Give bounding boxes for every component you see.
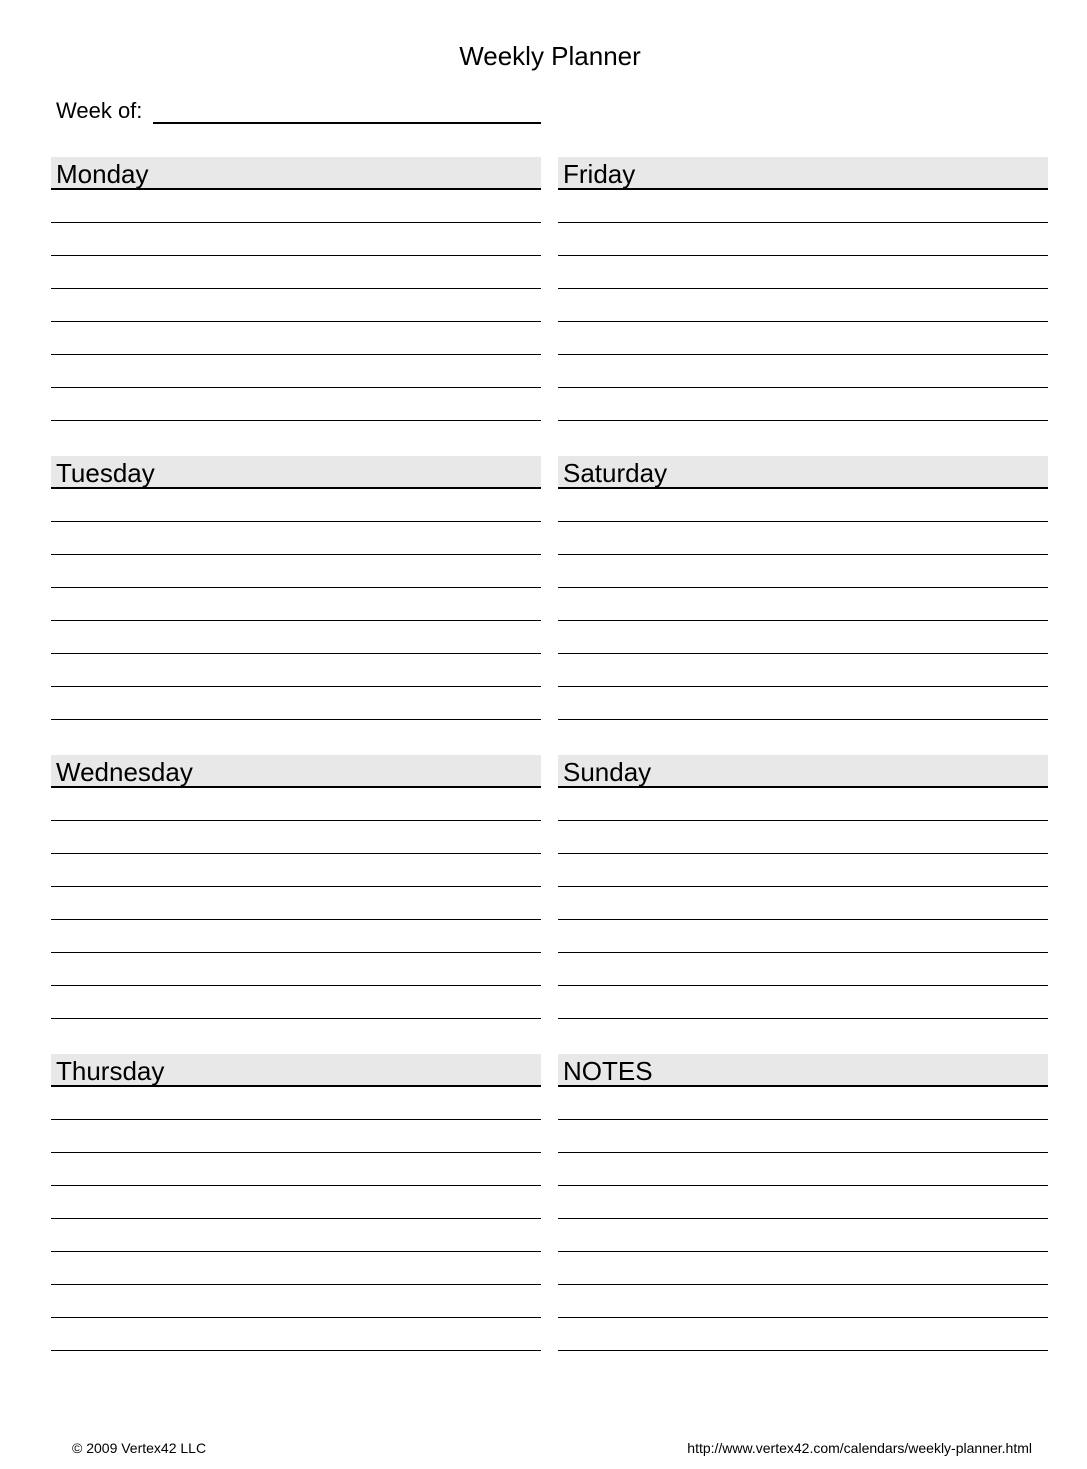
section-tuesday bbox=[51, 456, 541, 720]
footer-copyright: © 2009 Vertex42 LLC bbox=[72, 1440, 207, 1456]
writing-line[interactable] bbox=[51, 223, 541, 256]
writing-line[interactable] bbox=[51, 256, 541, 289]
writing-line[interactable] bbox=[558, 887, 1048, 920]
writing-line[interactable] bbox=[558, 788, 1048, 821]
writing-line[interactable] bbox=[558, 1120, 1048, 1153]
writing-lines bbox=[51, 190, 541, 421]
writing-lines bbox=[51, 1087, 541, 1351]
week-of-label: Week of: bbox=[56, 98, 143, 123]
writing-line[interactable] bbox=[51, 920, 541, 953]
writing-line[interactable] bbox=[51, 1087, 541, 1120]
writing-line[interactable] bbox=[558, 687, 1048, 720]
writing-line[interactable] bbox=[558, 522, 1048, 555]
writing-line[interactable] bbox=[51, 322, 541, 355]
writing-line[interactable] bbox=[51, 522, 541, 555]
writing-line[interactable] bbox=[51, 1285, 541, 1318]
week-of-field[interactable] bbox=[153, 122, 541, 124]
writing-line[interactable] bbox=[558, 654, 1048, 687]
page-title: Weekly Planner bbox=[459, 41, 641, 71]
section-notes bbox=[558, 1054, 1048, 1351]
section-monday bbox=[51, 157, 541, 421]
writing-line[interactable] bbox=[51, 555, 541, 588]
writing-line[interactable] bbox=[558, 256, 1048, 289]
writing-line[interactable] bbox=[558, 1186, 1048, 1219]
writing-line[interactable] bbox=[558, 1087, 1048, 1120]
writing-line[interactable] bbox=[558, 190, 1048, 223]
writing-line[interactable] bbox=[558, 1318, 1048, 1351]
writing-line[interactable] bbox=[558, 289, 1048, 322]
writing-line[interactable] bbox=[558, 953, 1048, 986]
section-header-wednesday: Wednesday bbox=[51, 755, 541, 788]
writing-line[interactable] bbox=[558, 322, 1048, 355]
writing-lines bbox=[558, 489, 1048, 720]
writing-line[interactable] bbox=[51, 621, 541, 654]
writing-line[interactable] bbox=[558, 821, 1048, 854]
writing-lines bbox=[51, 788, 541, 1019]
writing-line[interactable] bbox=[558, 1252, 1048, 1285]
writing-line[interactable] bbox=[51, 1186, 541, 1219]
writing-line[interactable] bbox=[51, 687, 541, 720]
writing-line[interactable] bbox=[51, 654, 541, 687]
writing-line[interactable] bbox=[558, 588, 1048, 621]
writing-line[interactable] bbox=[51, 887, 541, 920]
writing-line[interactable] bbox=[558, 388, 1048, 421]
writing-line[interactable] bbox=[558, 854, 1048, 887]
writing-line[interactable] bbox=[51, 355, 541, 388]
writing-line[interactable] bbox=[51, 1153, 541, 1186]
writing-line[interactable] bbox=[558, 489, 1048, 522]
section-header-friday: Friday bbox=[558, 157, 1048, 190]
writing-line[interactable] bbox=[51, 953, 541, 986]
writing-line[interactable] bbox=[558, 621, 1048, 654]
writing-line[interactable] bbox=[51, 788, 541, 821]
writing-line[interactable] bbox=[558, 355, 1048, 388]
writing-lines bbox=[558, 1087, 1048, 1351]
section-friday bbox=[558, 157, 1048, 421]
writing-line[interactable] bbox=[558, 1153, 1048, 1186]
writing-line[interactable] bbox=[51, 489, 541, 522]
writing-line[interactable] bbox=[558, 555, 1048, 588]
section-thursday bbox=[51, 1054, 541, 1351]
writing-lines bbox=[51, 489, 541, 720]
footer-url: http://www.vertex42.com/calendars/weekly-planner.html bbox=[687, 1440, 1032, 1456]
writing-line[interactable] bbox=[51, 190, 541, 223]
writing-line[interactable] bbox=[51, 986, 541, 1019]
writing-line[interactable] bbox=[51, 588, 541, 621]
writing-line[interactable] bbox=[558, 223, 1048, 256]
writing-line[interactable] bbox=[558, 1285, 1048, 1318]
writing-line[interactable] bbox=[51, 1252, 541, 1285]
writing-line[interactable] bbox=[558, 1219, 1048, 1252]
section-header-tuesday: Tuesday bbox=[51, 456, 541, 489]
section-header-monday: Monday bbox=[51, 157, 541, 190]
writing-line[interactable] bbox=[51, 1318, 541, 1351]
writing-line[interactable] bbox=[51, 1219, 541, 1252]
section-header-thursday: Thursday bbox=[51, 1054, 541, 1087]
section-header-notes: NOTES bbox=[558, 1054, 1048, 1087]
writing-lines bbox=[558, 190, 1048, 421]
section-wednesday bbox=[51, 755, 541, 1019]
writing-lines bbox=[558, 788, 1048, 1019]
writing-line[interactable] bbox=[558, 920, 1048, 953]
writing-line[interactable] bbox=[51, 1120, 541, 1153]
writing-line[interactable] bbox=[51, 289, 541, 322]
section-header-saturday: Saturday bbox=[558, 456, 1048, 489]
section-header-sunday: Sunday bbox=[558, 755, 1048, 788]
writing-line[interactable] bbox=[51, 821, 541, 854]
writing-line[interactable] bbox=[558, 986, 1048, 1019]
section-saturday bbox=[558, 456, 1048, 720]
writing-line[interactable] bbox=[51, 388, 541, 421]
section-sunday bbox=[558, 755, 1048, 1019]
writing-line[interactable] bbox=[51, 854, 541, 887]
